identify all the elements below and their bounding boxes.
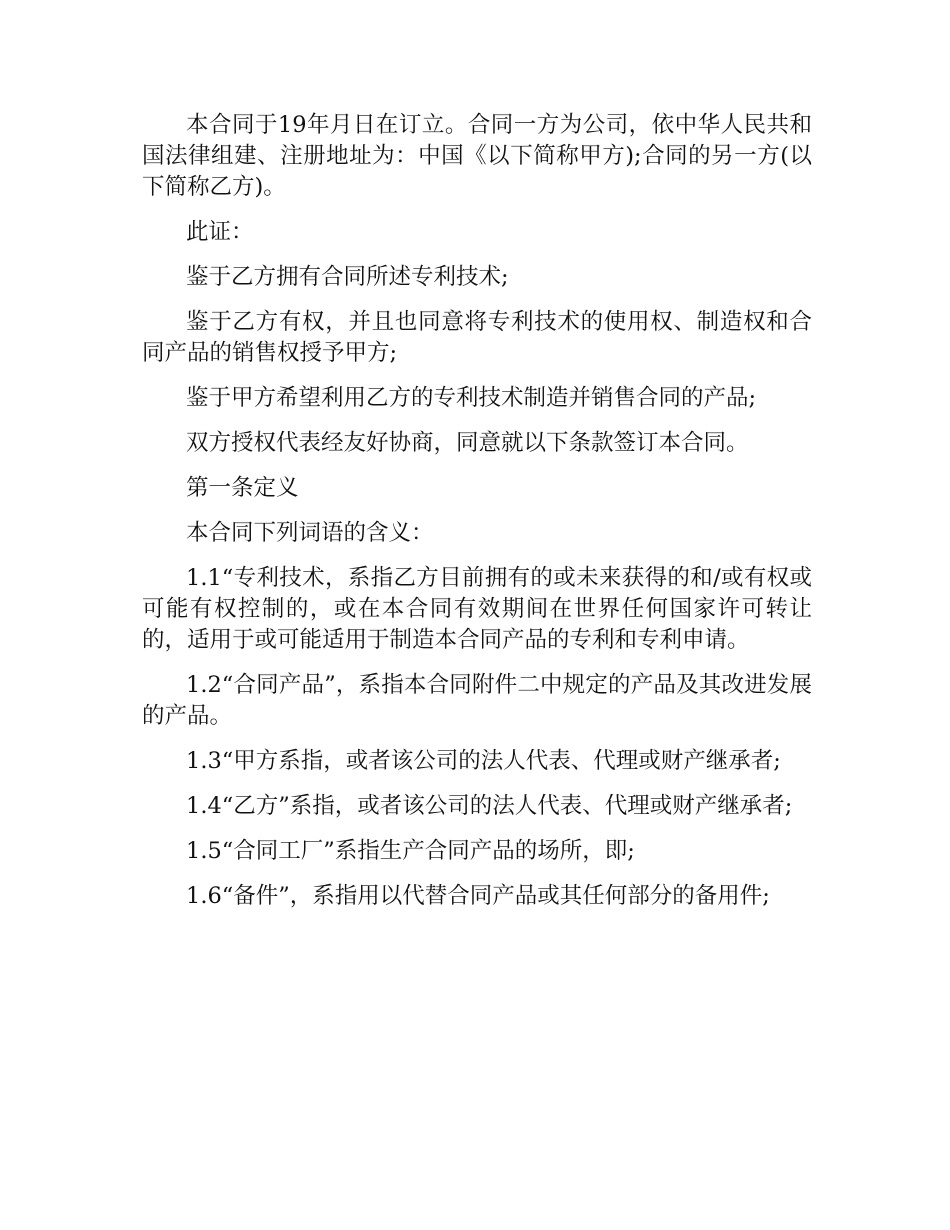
paragraph-agreement: 双方授权代表经友好协商，同意就以下条款签订本合同。 — [186, 430, 749, 456]
clause-1-3: 1.3“甲方系指，或者该公司的法人代表、代理或财产继承者; — [186, 748, 781, 774]
document-body — [142, 110, 812, 926]
paragraph-recital-3: 鉴于甲方希望利用乙方的专利技术制造并销售合同的产品; — [186, 385, 757, 411]
paragraph-definitions-intro: 本合同下列词语的含义： — [186, 520, 434, 546]
paragraph-recital-1: 鉴于乙方拥有合同所述专利技术; — [186, 264, 509, 290]
section-heading-definitions: 第一条定义 — [186, 475, 299, 501]
paragraph-recital-2: 鉴于乙方有权，并且也同意将专利技术的使用权、制造权和合同产品的销售权授予甲方; — [142, 309, 812, 366]
clause-1-6: 1.6“备件”，系指用以代替合同产品或其任何部分的备用件; — [186, 883, 770, 909]
clause-1-2: 1.2“合同产品”，系指本合同附件二中规定的产品及其改进发展的产品。 — [142, 672, 812, 729]
paragraph-preamble: 本合同于19年月日在订立。合同一方为公司，依中华人民共和国法律组建、注册地址为：中国《以下简称甲方);合同的另一方(以下简称乙方)。 — [142, 112, 812, 200]
clause-1-4: 1.4“乙方”系指，或者该公司的法人代表、代理或财产继承者; — [186, 793, 793, 819]
clause-1-5: 1.5“合同工厂”系指生产合同产品的场所，即; — [186, 838, 635, 864]
clause-1-1: 1.1“专利技术，系指乙方目前拥有的或未来获得的和/或有权或可能有权控制的，或在本合同有效期间在世界任何国家许可转让的，适用于或可能适用于制造本合同产品的专利和专利申请。 — [142, 565, 812, 653]
paragraph-witness: 此证： — [186, 219, 254, 245]
